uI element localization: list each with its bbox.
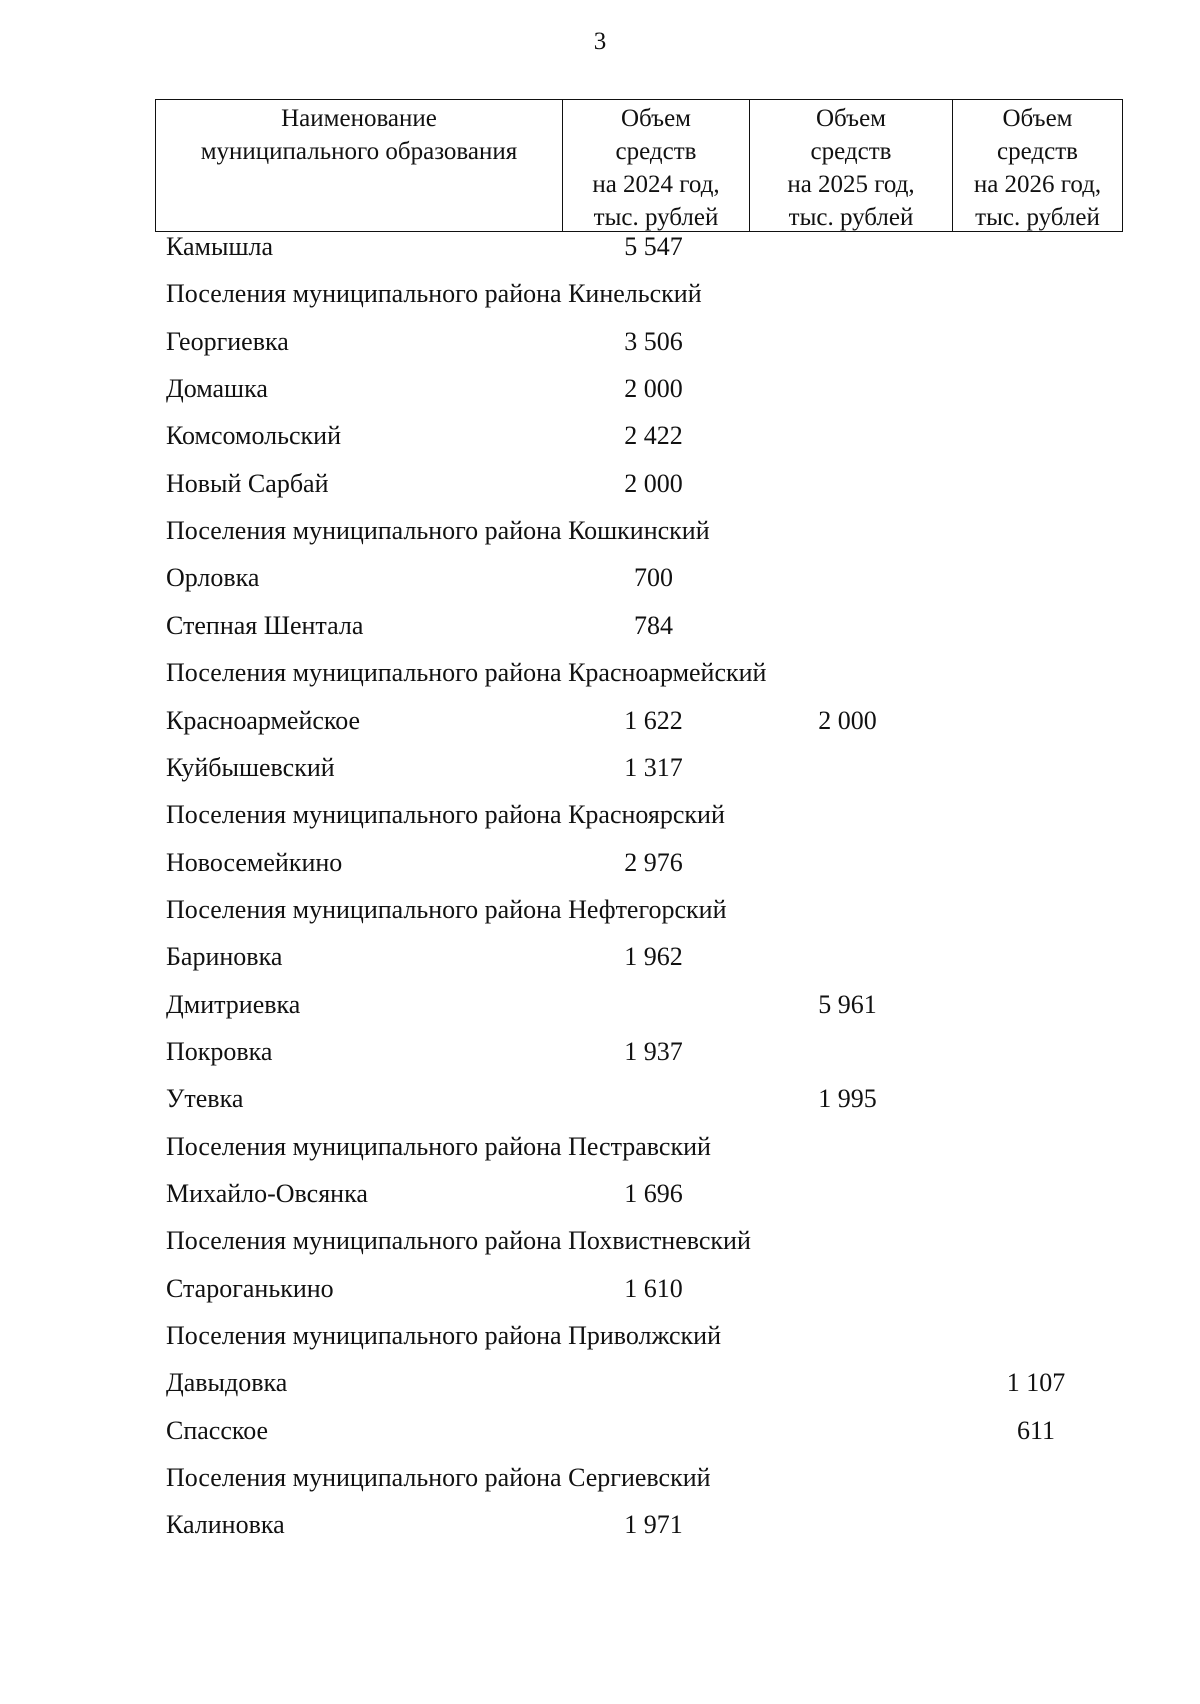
municipality-name: Утевка xyxy=(166,1084,244,1114)
table-row xyxy=(0,846,1200,880)
header-line: на 2024 год, xyxy=(592,171,720,198)
district-group-heading: Поселения муниципального района Нефтегорский xyxy=(166,894,727,924)
header-amount-2025 xyxy=(750,100,953,231)
amount-2024: 1 696 xyxy=(624,1179,683,1208)
table-row xyxy=(0,1224,1200,1258)
header-line: тыс. рублей xyxy=(975,204,1100,231)
district-group-heading: Поселения муниципального района Красноармейский xyxy=(166,658,767,688)
table-row xyxy=(0,893,1200,927)
table-row xyxy=(0,1319,1200,1353)
amount-2025: 5 961 xyxy=(818,989,877,1019)
district-group-heading: Поселения муниципального района Красноярский xyxy=(166,800,725,830)
table-row xyxy=(0,514,1200,548)
header-line: средств xyxy=(810,138,892,165)
header-line: Объем xyxy=(621,105,691,132)
table-row xyxy=(0,325,1200,359)
amount-2025: 1 995 xyxy=(818,1084,877,1114)
municipality-name: Спасское xyxy=(166,1415,269,1445)
header-municipality-name xyxy=(156,100,563,231)
header-line: на 2026 год, xyxy=(973,171,1102,198)
municipality-name: Давыдовка xyxy=(166,1368,288,1398)
amount-2024: 1 971 xyxy=(624,1510,683,1540)
municipality-name: Бариновка xyxy=(166,942,283,972)
table-row xyxy=(0,1082,1200,1116)
table-row xyxy=(0,1035,1200,1069)
table-row xyxy=(0,467,1200,501)
table-row xyxy=(0,1272,1200,1306)
table-row xyxy=(0,798,1200,832)
header-line: Наименование xyxy=(281,105,437,132)
table-row xyxy=(0,1461,1200,1495)
amount-2024: 784 xyxy=(634,610,673,640)
district-group-heading: Поселения муниципального района Похвистневский xyxy=(166,1226,751,1256)
header-line: на 2025 год, xyxy=(787,171,915,198)
table-row xyxy=(0,1508,1200,1542)
municipality-name: Степная Шентала xyxy=(166,610,364,640)
amount-2024: 2 000 xyxy=(624,374,683,404)
amount-2024: 1 962 xyxy=(624,942,683,972)
amount-2024: 1 610 xyxy=(624,1273,683,1303)
table-header xyxy=(155,99,1123,232)
district-group-heading: Поселения муниципального района Пестравский xyxy=(166,1131,711,1161)
header-line: средств xyxy=(997,138,1078,165)
header-line: тыс. рублей xyxy=(593,204,719,231)
municipality-name: Камышла xyxy=(166,232,273,261)
amount-2026: 611 xyxy=(1016,1415,1056,1445)
amount-2024: 3 506 xyxy=(624,326,683,356)
header-amount-2024 xyxy=(563,100,750,231)
table-row xyxy=(0,1130,1200,1164)
table-row xyxy=(0,656,1200,690)
municipality-name: Красноармейское xyxy=(166,705,361,735)
municipality-name: Орловка xyxy=(166,563,260,593)
municipality-name: Староганькино xyxy=(166,1273,334,1303)
table-row xyxy=(0,704,1200,738)
table-row xyxy=(0,940,1200,974)
header-line: средств xyxy=(615,138,697,165)
table-row xyxy=(0,230,1200,264)
amount-2024: 1 622 xyxy=(624,705,683,735)
amount-2025: 2 000 xyxy=(818,705,877,735)
table-row xyxy=(0,609,1200,643)
amount-2024: 1 317 xyxy=(624,752,683,782)
municipality-name: Новый Сарбай xyxy=(166,468,329,498)
header-amount-2026 xyxy=(953,100,1122,231)
header-line: Объем xyxy=(1002,105,1073,132)
header-line: муниципального образования xyxy=(200,138,518,165)
header-line: Объем xyxy=(816,105,886,132)
municipality-name: Дмитриевка xyxy=(166,989,301,1019)
table-row xyxy=(0,372,1200,406)
municipality-name: Новосемейкино xyxy=(166,847,343,877)
table-row xyxy=(0,751,1200,785)
table-row xyxy=(0,419,1200,453)
table-row xyxy=(0,1177,1200,1211)
municipality-name: Домашка xyxy=(166,374,268,404)
amount-2024: 1 937 xyxy=(624,1036,683,1066)
amount-2024: 2 422 xyxy=(624,421,683,451)
municipality-name: Георгиевка xyxy=(166,326,289,356)
table-row xyxy=(0,561,1200,595)
header-line: тыс. рублей xyxy=(788,204,914,231)
amount-2024: 700 xyxy=(634,563,673,593)
municipality-name: Комсомольский xyxy=(166,421,341,451)
district-group-heading: Поселения муниципального района Сергиевский xyxy=(166,1463,711,1493)
page-number: 3 xyxy=(593,28,607,55)
district-group-heading: Поселения муниципального района Кошкинский xyxy=(166,516,710,546)
district-group-heading: Поселения муниципального района Приволжский xyxy=(166,1321,722,1351)
amount-2024: 5 547 xyxy=(624,232,683,261)
table-row xyxy=(0,1414,1200,1448)
amount-2024: 2 000 xyxy=(624,468,683,498)
amount-2024: 2 976 xyxy=(624,847,683,877)
amount-2026: 1 107 xyxy=(1006,1368,1066,1398)
district-group-heading: Поселения муниципального района Кинельский xyxy=(166,279,702,309)
municipality-name: Калиновка xyxy=(166,1510,285,1540)
table-row xyxy=(0,1366,1200,1400)
table-row xyxy=(0,988,1200,1022)
municipality-name: Куйбышевский xyxy=(166,752,335,782)
table-row xyxy=(0,277,1200,311)
municipality-name: Михайло-Овсянка xyxy=(166,1179,368,1208)
municipality-name: Покровка xyxy=(166,1036,273,1066)
